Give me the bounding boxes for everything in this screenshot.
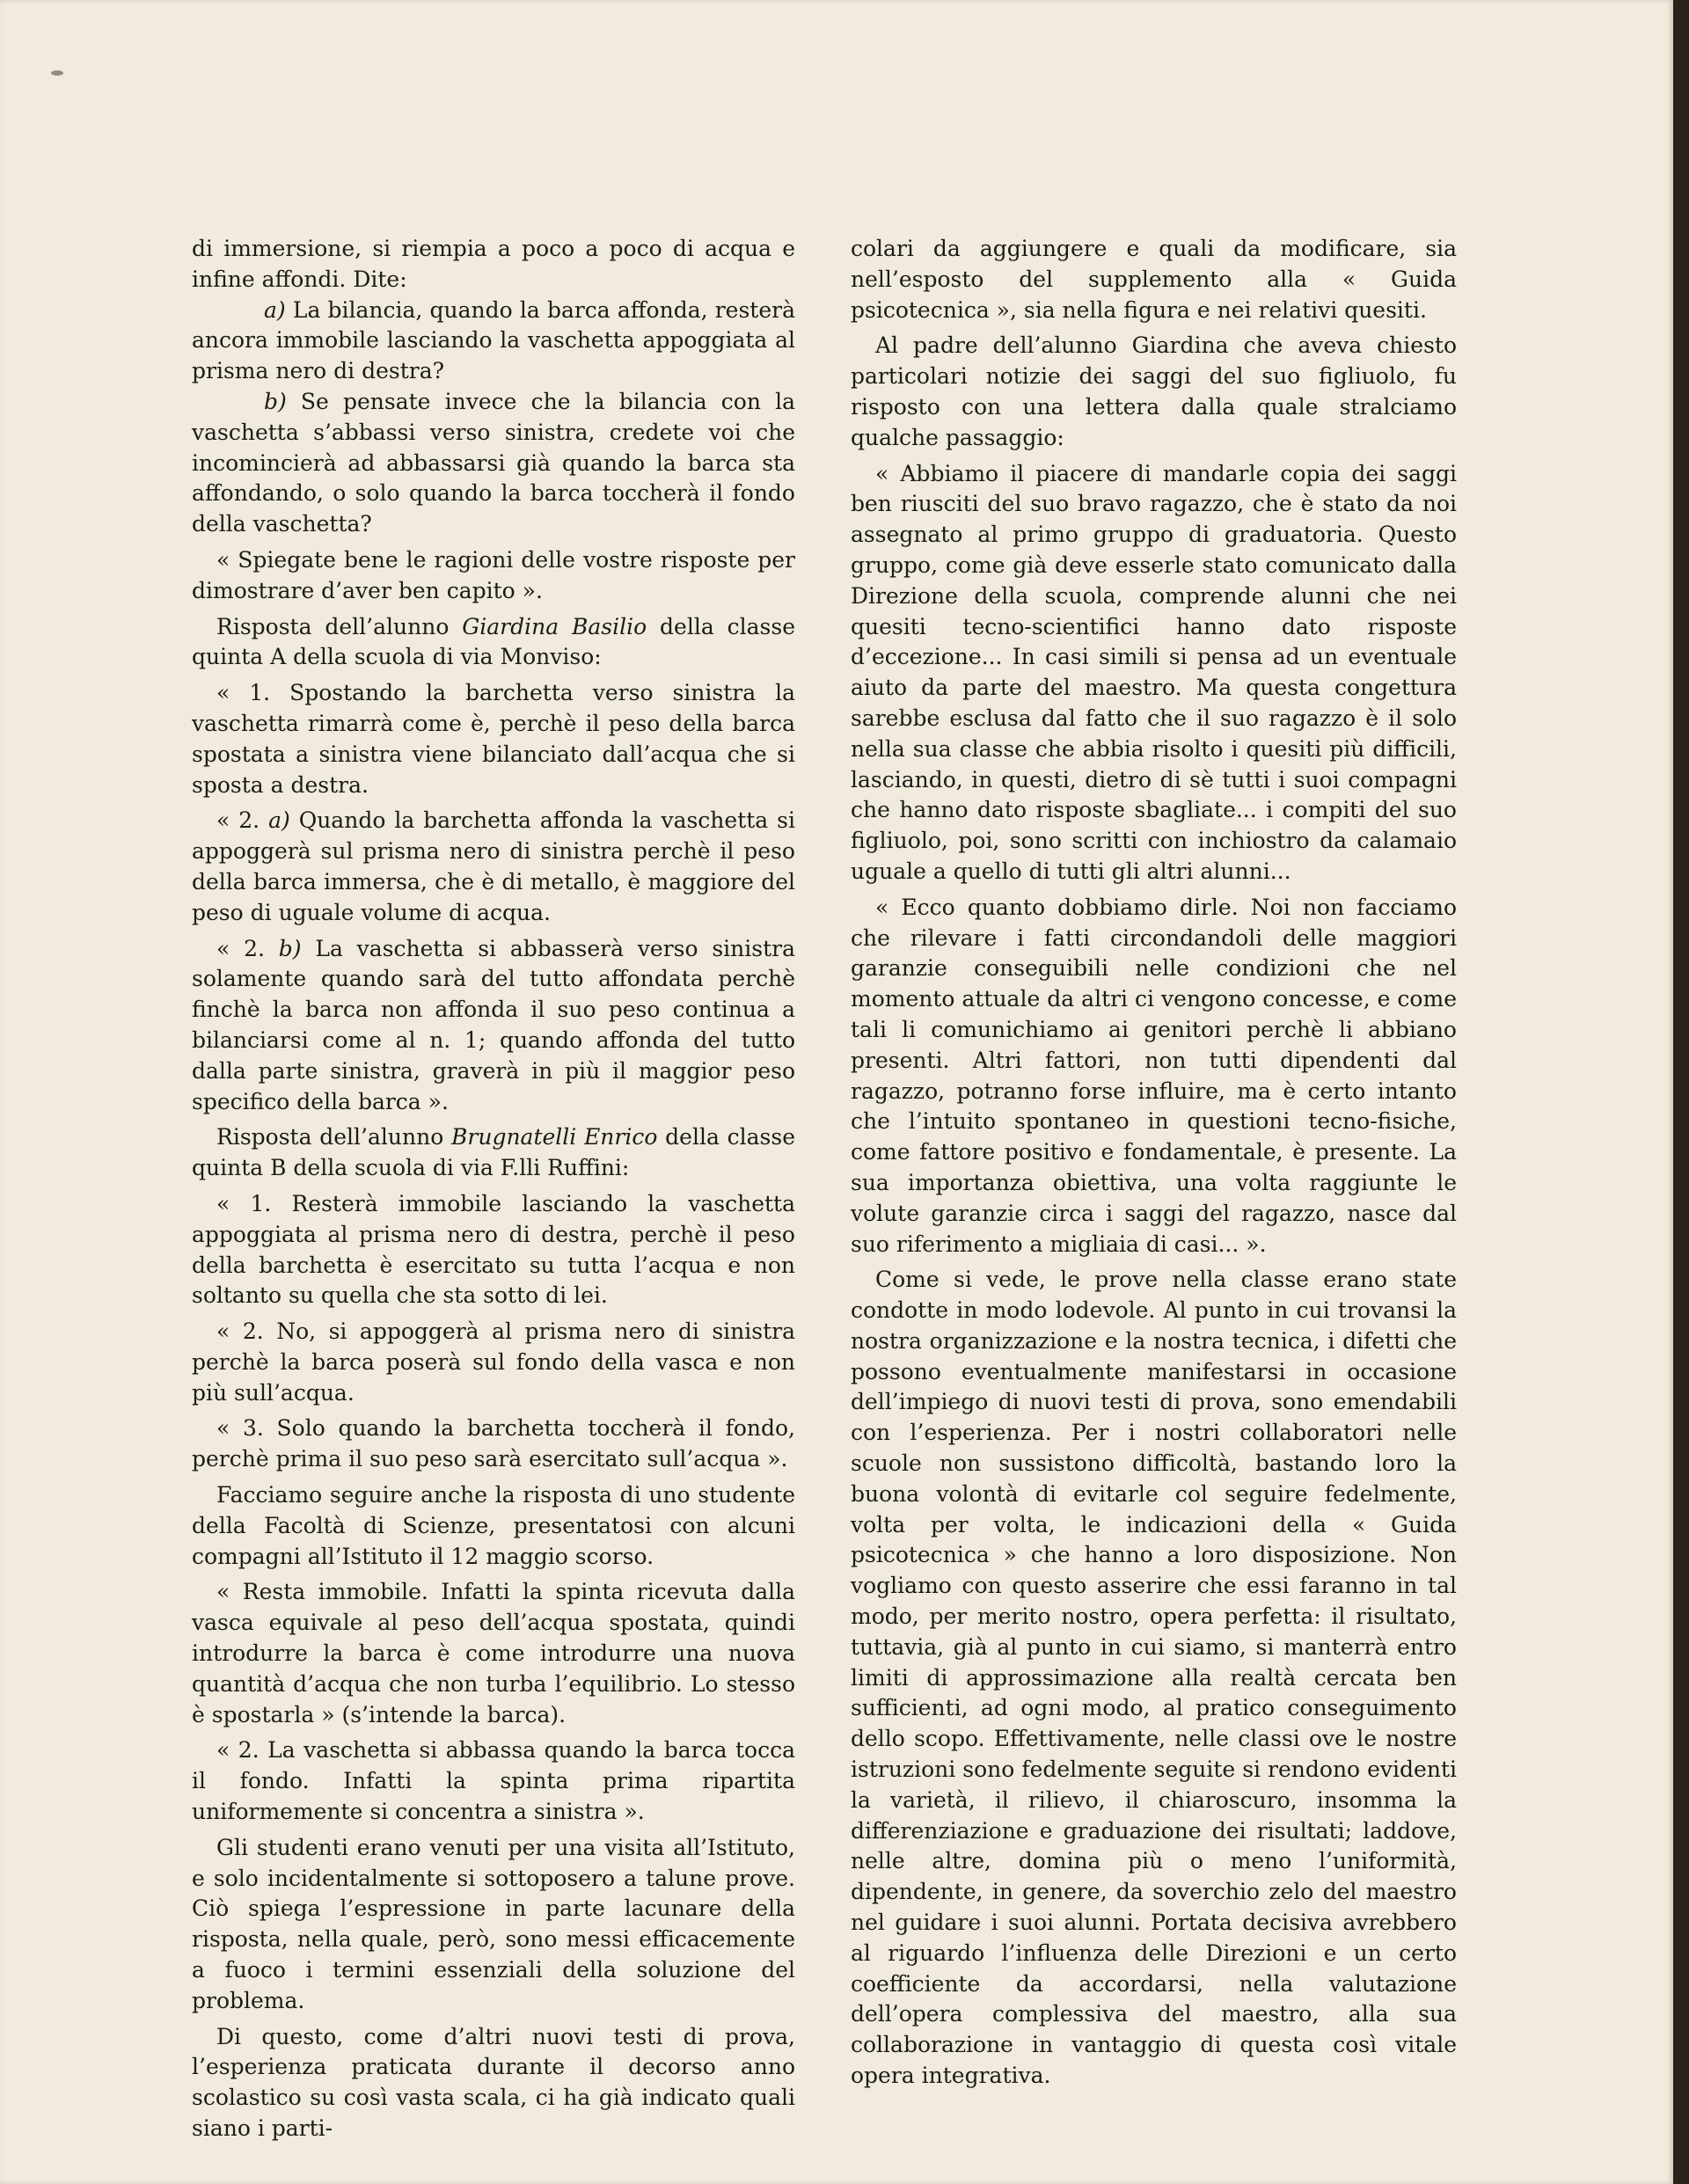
paragraph: « 3. Solo quando la barchetta toccherà il fondo, perchè prima il suo peso sarà esercitato sull’acqua ». xyxy=(192,1415,795,1472)
paragraph: Di questo, come d’altri nuovi testi di prova, l’esperienza praticata durante il decorso anno scolastico su così vasta scala, ci ha già indicato quali siano i parti- xyxy=(192,2023,795,2142)
paragraph: colari da aggiungere e quali da modificare, sia nell’esposto del supplemento alla « Guida psicotecnica », sia nella figura e nei relativi quesiti. xyxy=(851,236,1457,323)
paragraph: a) La bilancia, quando la barca affonda, resterà ancora immobile lasciando la vaschetta appoggiata al prisma nero di destra? xyxy=(192,296,795,384)
paragraph: « 1. Spostando la barchetta verso sinistra la vaschetta rimarrà come è, perchè il peso della barca spostata a sinistra viene bilanciato dall’acqua che si sposta a destra. xyxy=(192,680,795,798)
paragraph: Facciamo seguire anche la risposta di uno studente della Facoltà di Scienze, presentatosi con alcuni compagni all’Istituto il 12 maggio scorso. xyxy=(192,1482,795,1569)
paragraph: « Spiegate bene le ragioni delle vostre risposte per dimostrare d’aver ben capito ». xyxy=(192,546,795,603)
paragraph: « 2. No, si appoggerà al prisma nero di sinistra perchè la barca poserà sul fondo della vasca e non più sull’acqua. xyxy=(192,1318,795,1406)
paper-speck xyxy=(51,70,63,76)
left-column xyxy=(192,234,795,2150)
student-name: Brugnatelli Enrico xyxy=(451,1124,658,1150)
right-column xyxy=(851,234,1457,2097)
student-name: Giardina Basilio xyxy=(462,613,647,639)
item-label: a) xyxy=(268,807,290,834)
paragraph: « 1. Resterà immobile lasciando la vaschetta appoggiata al prisma nero di destra, perchè il peso della barchetta è esercitato su tutta l’acqua e non soltanto su quella che sta sotto di lei. xyxy=(192,1190,795,1309)
paragraph: « Ecco quanto dobbiamo dirle. Noi non facciamo che rilevare i fatti circondandoli delle maggiori garanzie conseguibili nelle condizioni che nel momento attuale da altri ci vengono concesse, e come tali li comunichiamo ai genitori perchè li abbiano presenti. Altri fattori, non tutti dipendenti dal ragazzo, potranno forse influire, ma è certo intanto che l’intuito spontaneo in questioni tecno-fisiche, come fattore positivo e fondamentale, è presente. La sua importanza obiettiva, una volta raggiunte le volute garanzie circa i saggi del ragazzo, nasce dal suo riferimento a migliaia di casi... ». xyxy=(851,894,1457,1257)
item-label: a) xyxy=(264,296,286,323)
paragraph: di immersione, si riempia a poco a poco di acqua e infine affondi. Dite: xyxy=(192,236,795,292)
paragraph: « 2. a) Quando la barchetta affonda la vaschetta si appoggerà sul prisma nero di sinistra perchè il peso della barca immersa, che è di metallo, è maggiore del peso di uguale volume di acqua. xyxy=(192,807,795,925)
item-label: b) xyxy=(264,388,287,414)
paragraph: « Resta immobile. Infatti la spinta ricevuta dalla vasca equivale al peso dell’acqua spostata, quindi introdurre la barca è come introdurre una nuova quantità d’acqua che non turba l’equilibrio. Lo stesso è spostarla » (s’intende la barca). xyxy=(192,1579,795,1727)
paragraph: Come si vede, le prove nella classe erano state condotte in modo lodevole. Al punto in cui trovansi la nostra organizzazione e la nostra tecnica, i difetti che possono eventualmente manifestarsi in occasione dell’impiego di nuovi testi di prova, sono emendabili con l’esperienza. Per i nostri collaboratori nelle scuole non sussistono difficoltà, bastando loro la buona volontà di evitarle col seguire fedelmente, volta per volta, le indicazioni della « Guida psicotecnica » che hanno a loro disposizione. Non vogliamo con questo asserire che essi faranno in tal modo, per merito nostro, opera perfetta: il risultato, tuttavia, già al punto in cui siamo, si manterrà entro limiti di approssimazione alla realtà cercata ben sufficienti, ad ogni modo, al pratico conseguimento dello scopo. Effettivamente, nelle classi ove le nostre istruzioni sono fedelmente seguite si rendono evidenti la varietà, il rilievo, il chiaroscuro, insomma la differenziazione e graduazione dei risultati; laddove, nelle altre, domina più o meno l’uniformità, dipendente, in genere, da soverchio zelo del maestro nel guidare i suoi alunni. Portata decisiva avrebbero al riguardo l’influenza delle Direzioni e un certo coefficiente da accordarsi, nella valutazione dell’opera complessiva del maestro, alla sua collaborazione in vantaggio di questa così vitale opera integrativa. xyxy=(851,1267,1457,2089)
paragraph: b) Se pensate invece che la bilancia con la vaschetta s’abbassi verso sinistra, credete voi che incomincierà ad abbassarsi già quando la barca sta affondando, o solo quando la barca toccherà il fondo della vaschetta? xyxy=(192,388,795,537)
paragraph: « 2. b) La vaschetta si abbasserà verso sinistra solamente quando sarà del tutto affondata perchè finchè la barca non affonda il suo peso continua a bilanciarsi come al n. 1; quando affonda del tutto dalla parte sinistra, graverà in più il maggior peso specifico della barca ». xyxy=(192,935,795,1114)
paragraph: Gli studenti erano venuti per una visita all’Istituto, e solo incidentalmente si sottoposero a talune prove. Ciò spiega l’espressione in parte lacunare della risposta, nella quale, però, sono messi efficacemente a fuoco i termini essenziali della soluzione del problema. xyxy=(192,1834,795,2013)
paragraph: Al padre dell’alunno Giardina che aveva chiesto particolari notizie dei saggi del suo figliuolo, fu risposto con una lettera dalla quale stralciamo qualche passaggio: xyxy=(851,332,1457,450)
paragraph: « Abbiamo il piacere di mandarle copia dei saggi ben riusciti del suo bravo ragazzo, che è stato da noi assegnato al primo gruppo di graduatoria. Questo gruppo, come già deve esserle stato comunicato dalla Direzione della scuola, comprende alunni che nei quesiti tecno-scientifici hanno dato risposte d’eccezione... In casi simili si pensa ad un eventuale aiuto da parte del maestro. Ma questa congettura sarebbe esclusa dal fatto che il suo ragazzo è il solo nella sua classe che abbia risolto i quesiti più difficili, lasciando, in questi, dietro di sè tutti i suoi compagni che hanno dato risposte sbagliate... i compiti del suo figliuolo, poi, sono scritti con inchiostro da calamaio uguale a quello di tutti gli altri alunni... xyxy=(851,460,1457,884)
item-label: b) xyxy=(278,935,302,961)
paragraph: « 2. La vaschetta si abbassa quando la barca tocca il fondo. Infatti la spinta prima ripartita uniformemente si concentra a sinistra ». xyxy=(192,1737,795,1825)
paragraph: Risposta dell’alunno Giardina Basilio della classe quinta A della scuola di via Monviso: xyxy=(192,613,796,670)
paragraph: Risposta dell’alunno Brugnatelli Enrico della classe quinta B della scuola di via F.lli Ruffini: xyxy=(192,1124,795,1181)
